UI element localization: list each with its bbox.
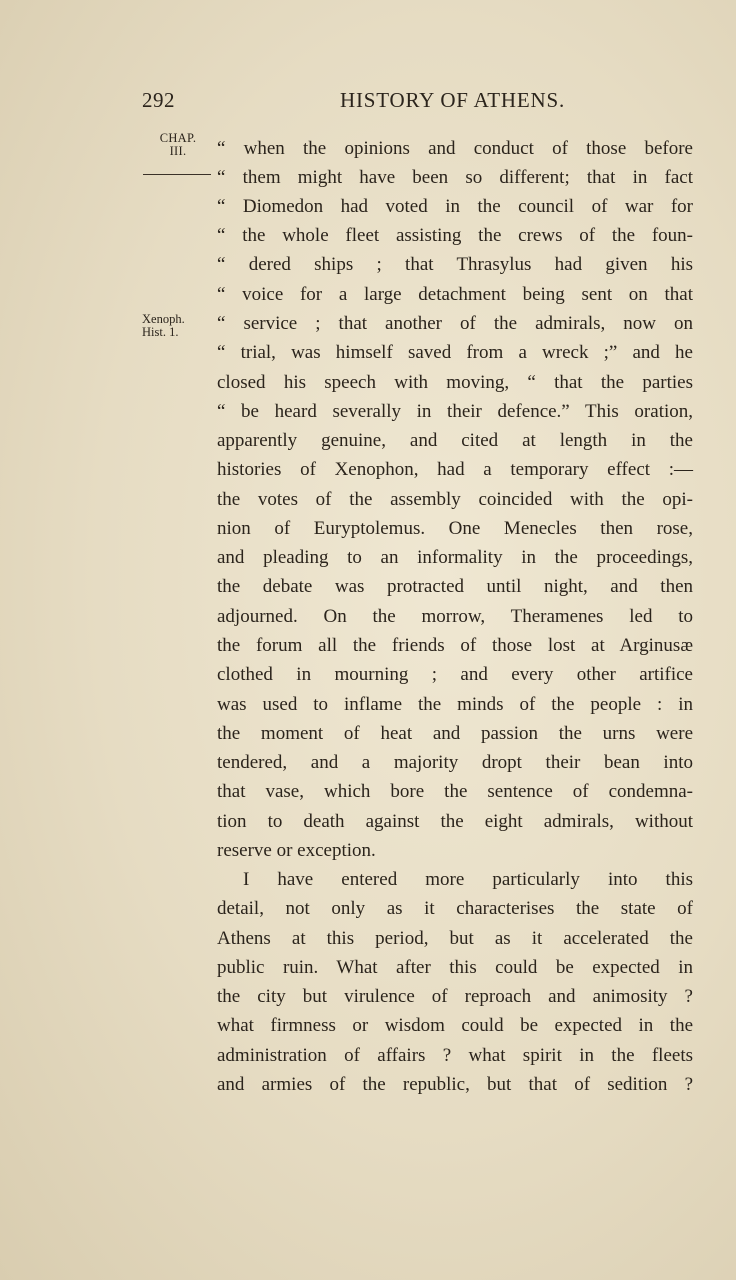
text-line: “ trial, was himself saved from a wreck ;” and he	[217, 342, 693, 363]
text-line: Athens at this period, but as it accelerated the	[217, 928, 693, 949]
text-line: the debate was protracted until night, and then	[217, 576, 693, 597]
text-line: “ Diomedon had voted in the council of war for	[217, 196, 693, 217]
text-line: the forum all the friends of those lost at Arginusæ	[217, 635, 693, 656]
text-line: “ them might have been so different; that in fact	[217, 167, 693, 188]
text-line: what firmness or wisdom could be expected in the	[217, 1015, 693, 1036]
text-line: apparently genuine, and cited at length in the	[217, 430, 693, 451]
text-line: reserve or exception.	[217, 840, 376, 861]
text-line: “ voice for a large detachment being sent on that	[217, 284, 693, 305]
text-line: the city but virulence of reproach and animosity ?	[217, 986, 693, 1007]
text-line: the votes of the assembly coincided with the opi-	[217, 489, 693, 510]
running-title: HISTORY OF ATHENS.	[340, 88, 566, 112]
text-line: the moment of heat and passion the urns were	[217, 723, 693, 744]
text-line: “ dered ships ; that Thrasylus had given his	[217, 254, 693, 275]
text-line: and armies of the republic, but that of sedition ?	[217, 1074, 693, 1095]
text-line: I have entered more particularly into this	[243, 869, 693, 890]
text-line: was used to inflame the minds of the people : in	[217, 694, 693, 715]
chapter-label: CHAP.	[159, 131, 197, 145]
text-line: “ when the opinions and conduct of those before	[217, 138, 693, 159]
text-line: detail, not only as it characterises the state of	[217, 898, 693, 919]
chapter-number: III.	[169, 144, 187, 158]
text-line: and pleading to an informality in the proceedings,	[217, 547, 693, 568]
text-line: histories of Xenophon, had a temporary effect :—	[217, 459, 693, 480]
text-line: that vase, which bore the sentence of condemna-	[217, 781, 693, 802]
text-line: administration of affairs ? what spirit in the fleets	[217, 1045, 693, 1066]
text-line: “ be heard severally in their defence.” This oration,	[217, 401, 693, 422]
text-line: public ruin. What after this could be expected in	[217, 957, 693, 978]
text-line: “ service ; that another of the admirals, now on	[217, 313, 693, 334]
page-number: 292	[142, 88, 175, 112]
text-line: tion to death against the eight admirals, without	[217, 811, 693, 832]
text-line: closed his speech with moving, “ that the parties	[217, 372, 693, 393]
text-line: tendered, and a majority dropt their bean into	[217, 752, 693, 773]
text-line: clothed in mourning ; and every other artifice	[217, 664, 693, 685]
text-line: nion of Euryptolemus. One Menecles then rose,	[217, 518, 693, 539]
citation-line-2: Hist. 1.	[142, 325, 179, 339]
text-line: “ the whole fleet assisting the crews of the foun-	[217, 225, 693, 246]
text-line: adjourned. On the morrow, Theramenes led to	[217, 606, 693, 627]
citation-line-1: Xenoph.	[142, 312, 185, 326]
